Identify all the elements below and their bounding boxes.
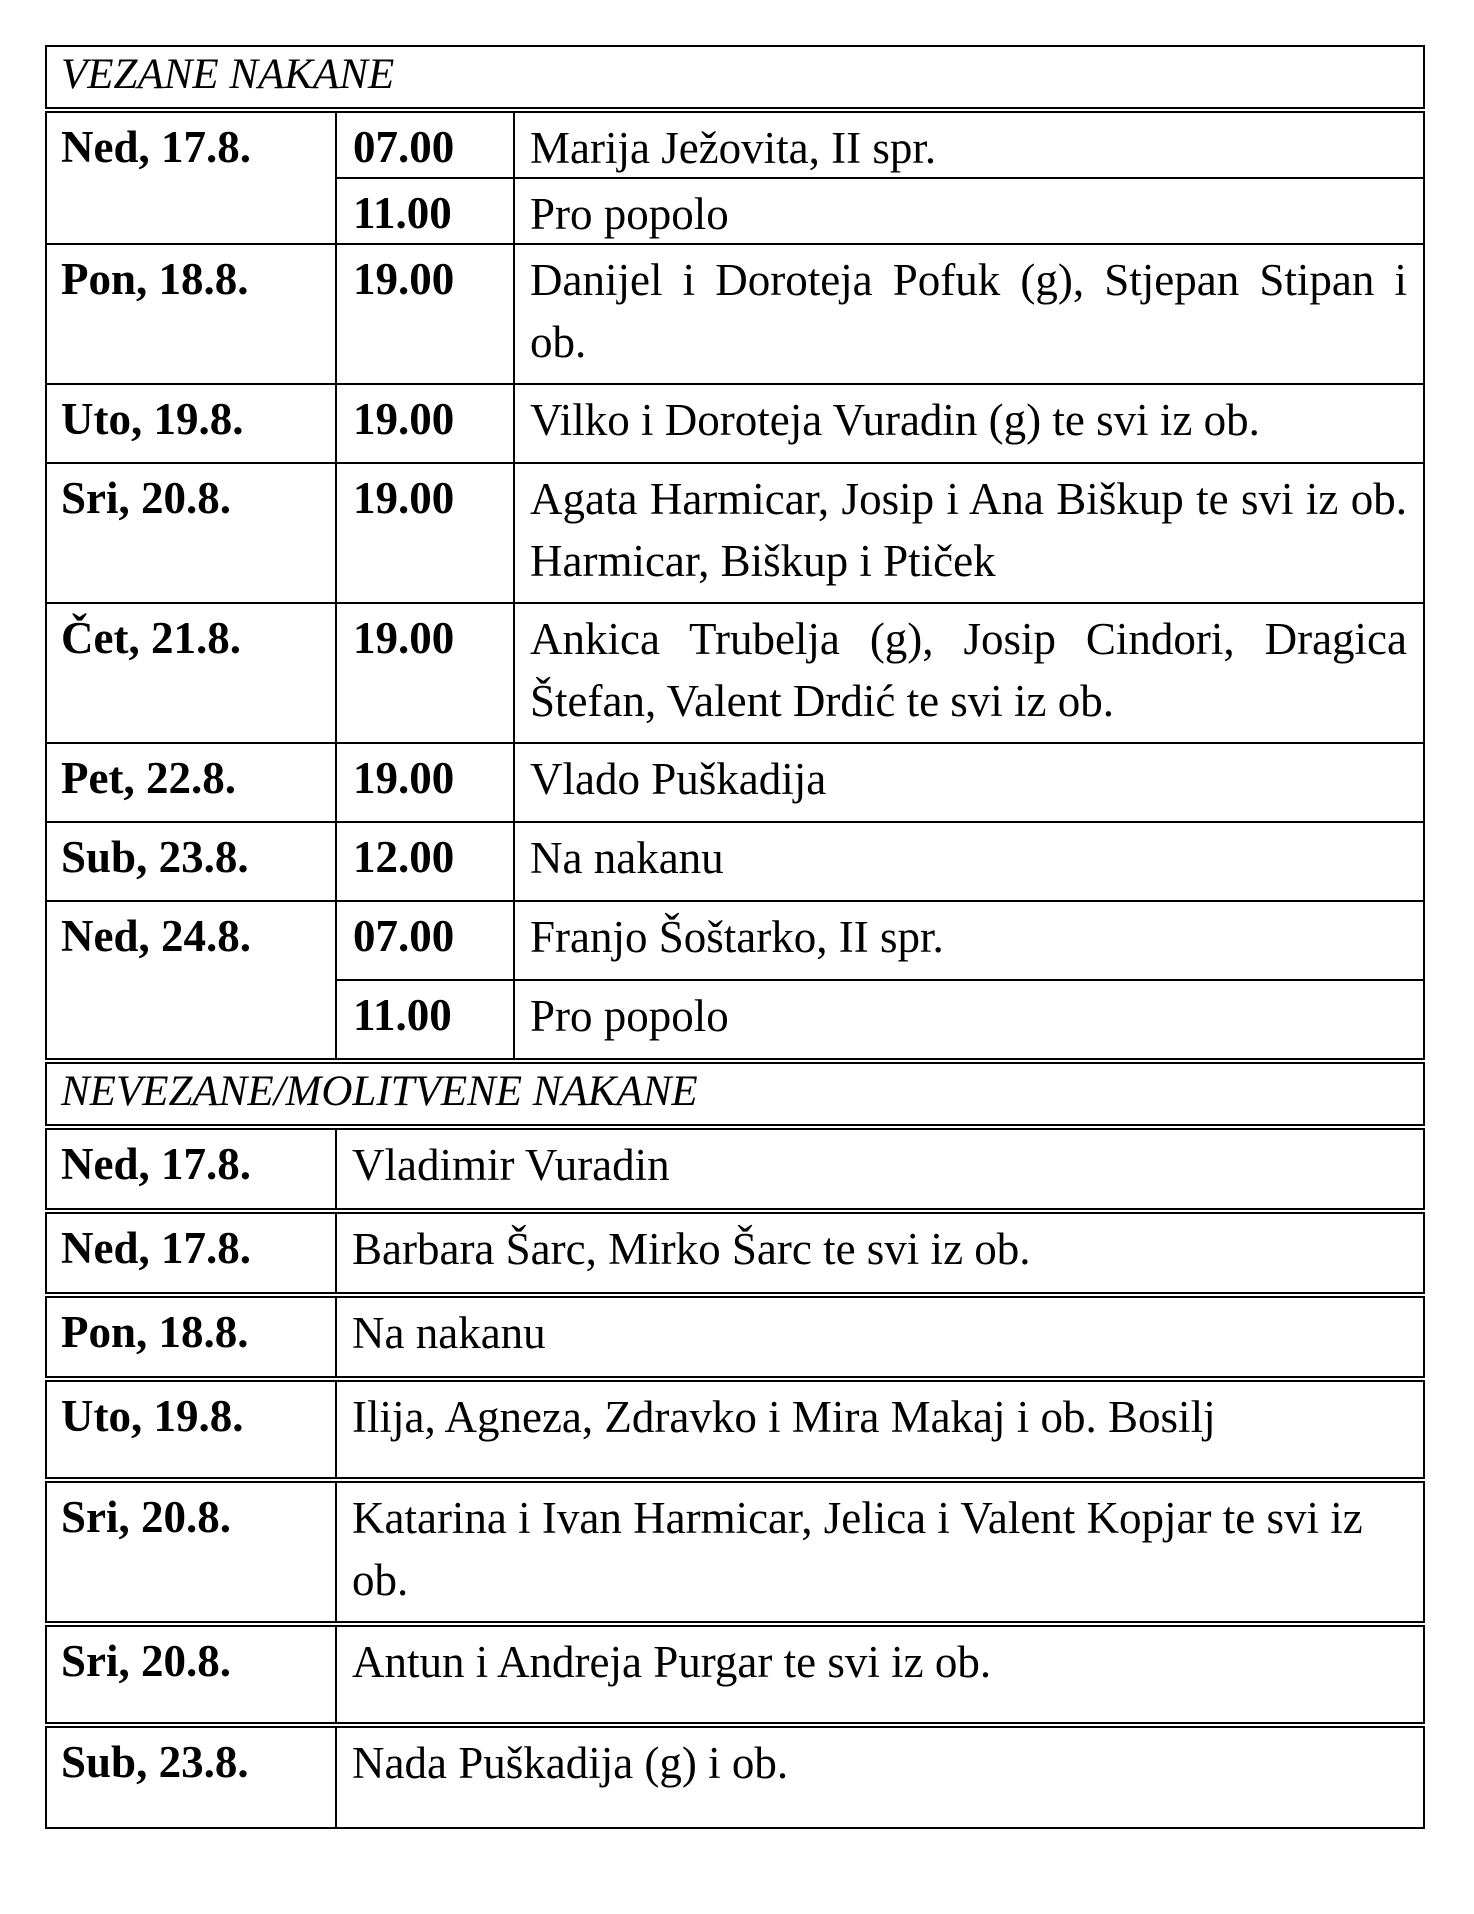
row-day: Pon, 18.8.	[47, 1298, 337, 1376]
entry-time: 11.00	[337, 179, 515, 243]
row-day: Sri, 20.8.	[47, 464, 337, 602]
row-day: Ned, 17.8.	[47, 113, 337, 243]
entry-text: Ankica Trubelja (g), Josip Cindori, Dragica Štefan, Valent Drdić te svi iz ob.	[530, 614, 1407, 726]
nevezane-row-box	[45, 1726, 1425, 1829]
row-day: Ned, 17.8.	[47, 1130, 337, 1208]
nevezane-heading-box	[45, 1062, 1425, 1126]
entry-time: 19.00	[337, 245, 515, 383]
entry-text: Franjo Šoštarko, II spr.	[530, 912, 944, 962]
table-row	[47, 383, 1423, 462]
row-text: Katarina i Ivan Harmicar, Jelica i Valent Kopjar te svi iz ob.	[352, 1493, 1363, 1605]
table-row	[47, 742, 1423, 821]
row-text: Vladimir Vuradin	[352, 1140, 670, 1190]
row-entries	[337, 245, 1423, 383]
entry-time: 12.00	[337, 823, 515, 900]
row-day: Sub, 23.8.	[47, 1728, 337, 1827]
entry	[337, 744, 1423, 821]
entry-time: 19.00	[337, 385, 515, 462]
row-day: Uto, 19.8.	[47, 1382, 337, 1477]
entry	[337, 113, 1423, 177]
row-day: Ned, 24.8.	[47, 902, 337, 1058]
mass-schedule	[45, 45, 1425, 1829]
entry	[337, 385, 1423, 462]
entry-text: Pro popolo	[530, 991, 729, 1041]
entry-text: Agata Harmicar, Josip i Ana Biškup te svi iz ob. Harmicar, Biškup i Ptiček	[530, 474, 1407, 586]
entry-time: 11.00	[337, 981, 515, 1058]
nevezane-heading: NEVEZANE/MOLITVENE NAKANE	[61, 1068, 698, 1115]
entry	[337, 823, 1423, 900]
nevezane-row-box	[45, 1625, 1425, 1724]
row-entries	[337, 113, 1423, 243]
row-text: Nada Puškadija (g) i ob.	[352, 1738, 789, 1788]
entry-time: 19.00	[337, 464, 515, 602]
row-entries	[337, 604, 1423, 742]
entry-time: 19.00	[337, 744, 515, 821]
row-day: Sri, 20.8.	[47, 1483, 337, 1621]
entry	[337, 245, 1423, 383]
row-day: Čet, 21.8.	[47, 604, 337, 742]
table-row	[47, 1483, 1423, 1621]
table-row	[47, 1130, 1423, 1208]
row-entries	[337, 902, 1423, 1058]
row-text: Barbara Šarc, Mirko Šarc te svi iz ob.	[352, 1224, 1031, 1274]
row-entries	[337, 744, 1423, 821]
nevezane-row-box	[45, 1296, 1425, 1378]
entry	[337, 902, 1423, 979]
entry-time: 07.00	[337, 902, 515, 979]
nevezane-row-box	[45, 1128, 1425, 1210]
row-text: Na nakanu	[352, 1308, 546, 1358]
row-entries	[337, 385, 1423, 462]
nevezane-row-box	[45, 1481, 1425, 1623]
row-entries	[337, 464, 1423, 602]
table-row	[47, 243, 1423, 383]
row-day: Sri, 20.8.	[47, 1627, 337, 1722]
row-entries	[337, 823, 1423, 900]
vezane-heading-box	[45, 45, 1425, 109]
entry-text: Marija Ježovita, II spr.	[530, 123, 937, 173]
row-day: Sub, 23.8.	[47, 823, 337, 900]
entry	[337, 604, 1423, 742]
table-row	[47, 1298, 1423, 1376]
table-row	[47, 1214, 1423, 1292]
entry	[337, 464, 1423, 602]
row-day: Uto, 19.8.	[47, 385, 337, 462]
table-row	[47, 1627, 1423, 1722]
nevezane-row-box	[45, 1380, 1425, 1479]
entry-text: Vilko i Doroteja Vuradin (g) te svi iz ob.	[530, 395, 1260, 445]
vezane-table	[45, 111, 1425, 1060]
row-day: Ned, 17.8.	[47, 1214, 337, 1292]
table-row	[47, 462, 1423, 602]
row-day: Pet, 22.8.	[47, 744, 337, 821]
table-row	[47, 113, 1423, 243]
entry-text: Na nakanu	[530, 833, 724, 883]
entry	[337, 177, 1423, 243]
table-row	[47, 900, 1423, 1058]
nevezane-row-box	[45, 1212, 1425, 1294]
table-row	[47, 821, 1423, 900]
entry-time: 19.00	[337, 604, 515, 742]
entry	[337, 979, 1423, 1058]
row-day: Pon, 18.8.	[47, 245, 337, 383]
entry-text: Danijel i Doroteja Pofuk (g), Stjepan Stipan i ob.	[530, 255, 1407, 367]
row-text: Antun i Andreja Purgar te svi iz ob.	[352, 1637, 992, 1687]
entry-time: 07.00	[337, 113, 515, 177]
table-row	[47, 602, 1423, 742]
row-text: Ilija, Agneza, Zdravko i Mira Makaj i ob. Bosilj	[352, 1392, 1216, 1442]
entry-text: Vlado Puškadija	[530, 754, 827, 804]
vezane-heading: VEZANE NAKANE	[61, 51, 395, 98]
table-row	[47, 1728, 1423, 1827]
table-row	[47, 1382, 1423, 1477]
entry-text: Pro popolo	[530, 189, 729, 239]
